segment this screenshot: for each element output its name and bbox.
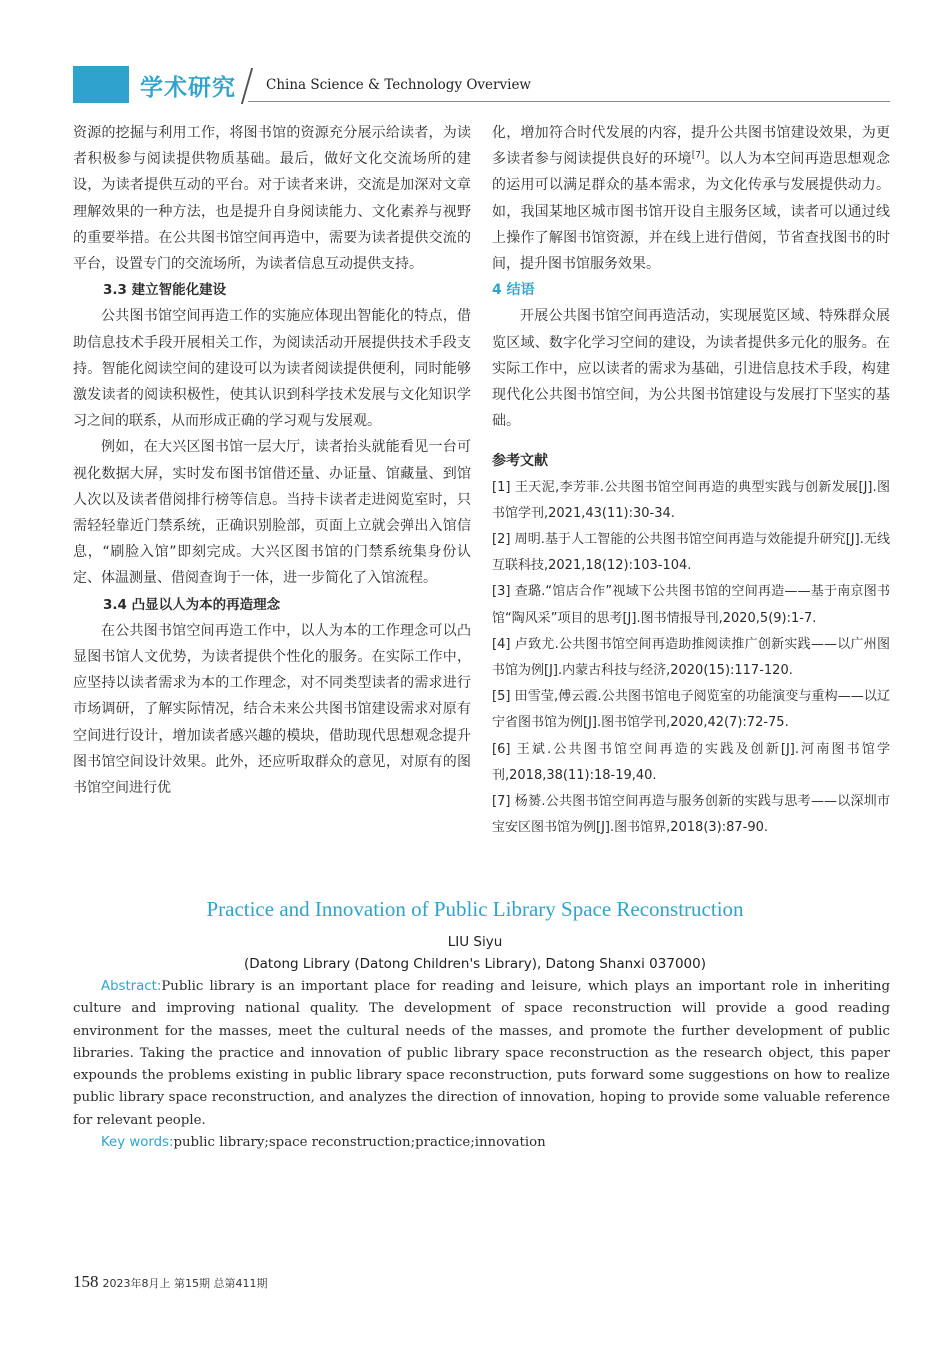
issue-info: 2023年8月上 第15期 总第411期 <box>102 1277 268 1290</box>
paragraph-text: 。以人为本空间再造思想观念的运用可以满足群众的基本需求，为文化传承与发展提供动力。如，我国某地区城市图书馆开设自主服务区域，读者可以通过线上操作了解图书馆资源，并在线上进行借阅，节省查找图书的时间，提升图书馆服务效果。 <box>492 151 891 273</box>
section-heading-3-4: 3.4 凸显以人为本的再造理念 <box>103 596 281 613</box>
section-title: 学术研究 <box>140 75 236 101</box>
abstract-paragraph <box>73 976 890 1132</box>
abstract-label: Abstract: <box>101 979 162 994</box>
reference-item: [4] 卢致尤.公共图书馆空间再造助推阅读推广创新实践——以广州图书馆为例[J].内蒙古科技与经济,2020(15):117-120. <box>492 636 890 679</box>
header-rule <box>248 101 890 102</box>
paragraph: 例如，在大兴区图书馆一层大厅，读者抬头就能看见一台可视化数据大屏，实时发布图书馆借还量、办证量、馆藏量、到馆人次以及读者借阅排行榜等信息。当持卡读者走进阅览室时，只需轻轻靠近门禁系统，正确识别脸部，页面上立就会弹出入馆信息，“刷脸入馆”即刻完成。大兴区图书馆的门禁系统集身份认定、体温测量、借阅查询于一体，进一步简化了入馆流程。 <box>73 439 471 587</box>
keywords-paragraph <box>73 1132 890 1154</box>
journal-name: China Science & Technology Overview <box>266 77 531 93</box>
reference-item: [5] 田雪莹,傅云霞.公共图书馆电子阅览室的功能演变与重构——以辽宁省图书馆为例[J].图书馆学刊,2020,42(7):72-75. <box>492 689 890 731</box>
right-column <box>492 120 890 841</box>
left-column <box>73 120 471 801</box>
english-author: LIU Siyu <box>447 934 503 950</box>
section-heading-conclusion: 4 结语 <box>492 282 535 299</box>
header-color-block <box>73 66 129 103</box>
paragraph <box>492 120 890 277</box>
paragraph: 开展公共图书馆空间再造活动，实现展览区域、特殊群众展览区域、数字化学习空间的建设，为读者提供多元化的服务。在实际工作中，应以读者的需求为基础，引进信息技术手段，构建现代化公共图书馆空间，为公共图书馆建设与发展打下坚实的基础。 <box>492 308 890 430</box>
citation-marker: [7] <box>691 150 705 161</box>
english-affiliation: (Datong Library (Datong Children's Library), Datong Shanxi 037000) <box>244 956 706 972</box>
references-title: 参考文献 <box>492 453 548 470</box>
page-number: 158 <box>73 1272 99 1291</box>
keywords-text: public library;space reconstruction;practice;innovation <box>173 1135 546 1151</box>
english-title: Practice and Innovation of Public Library Space Reconstruction <box>206 897 744 921</box>
reference-item: [1] 王天泥,李芳菲.公共图书馆空间再造的典型实践与创新发展[J].图书馆学刊,2021,43(11):30-34. <box>492 479 890 521</box>
paragraph: 在公共图书馆空间再造工作中，以人为本的工作理念可以凸显图书馆人文优势，为读者提供个性化的服务。在实际工作中，应坚持以读者需求为本的工作理念，对不同类型读者的需求进行市场调研，了解实际情况，结合未来公共图书馆建设需求对原有空间进行设计，增加读者感兴趣的模块，借助现代思想观念提升图书馆空间设计效果。此外，还应听取群众的意见，对原有的图书馆空间进行优 <box>73 622 471 797</box>
english-abstract <box>73 976 890 1154</box>
header-separator <box>241 68 253 104</box>
paragraph-text: 化，增加符合时代发展的内容，提升公共图书馆建设效果，为更多读者参与阅读提供良好的环境 <box>492 125 890 168</box>
keywords-label: Key words: <box>101 1135 174 1151</box>
page-footer <box>73 1272 267 1292</box>
reference-item: [7] 杨赟.公共图书馆空间再造与服务创新的实践与思考——以深圳市宝安区图书馆为例[J].图书馆界,2018(3):87-90. <box>492 794 890 836</box>
abstract-text: Public library is an important place for reading and leisure, which plays an important role in inheriting culture and improving national quality. The development of space reconstruction will provide a good reading environment for the masses, meet the cultural needs of the masses, and promote the further development of public libraries. Taking the practice and innovation of public library space reconstruction as the research object, this paper expounds the problems existing in public library space reconstruction, puts forward some suggestions on how to realize public library space reconstruction, and analyzes the direction of innovation, hoping to provide some valuable reference for relevant people. <box>73 979 890 1128</box>
paragraph: 资源的挖掘与利用工作，将图书馆的资源充分展示给读者，为读者积极参与阅读提供物质基础。最后，做好文化交流场所的建设，为读者提供互动的平台。对于读者来讲，交流是加深对文章理解效果的一种方法，也是提升自身阅读能力、文化素养与视野的重要举措。在公共图书馆空间再造中，需要为读者提供交流的平台，设置专门的交流场所，为读者信息互动提供支持。 <box>73 125 471 273</box>
reference-item: [2] 周明.基于人工智能的公共图书馆空间再造与效能提升研究[J].无线互联科技,2021,18(12):103-104. <box>492 532 890 574</box>
reference-item: [3] 查璐.“馆店合作”视域下公共图书馆的空间再造——基于南京图书馆“陶风采”项目的思考[J].图书情报导刊,2020,5(9):1-7. <box>492 584 890 626</box>
reference-item: [6] 王斌.公共图书馆空间再造的实践及创新[J].河南图书馆学刊,2018,38(11):18-19,40. <box>492 741 890 783</box>
paragraph: 公共图书馆空间再造工作的实施应体现出智能化的特点，借助信息技术手段开展相关工作，为阅读活动开展提供技术手段支持。智能化阅读空间的建设可以为读者阅读提供便利，同时能够激发读者的阅读积极性，使其认识到科学技术发展与文化知识学习之间的联系，从而形成正确的学习观与发展观。 <box>73 308 471 430</box>
section-heading-3-3: 3.3 建立智能化建设 <box>103 282 227 299</box>
